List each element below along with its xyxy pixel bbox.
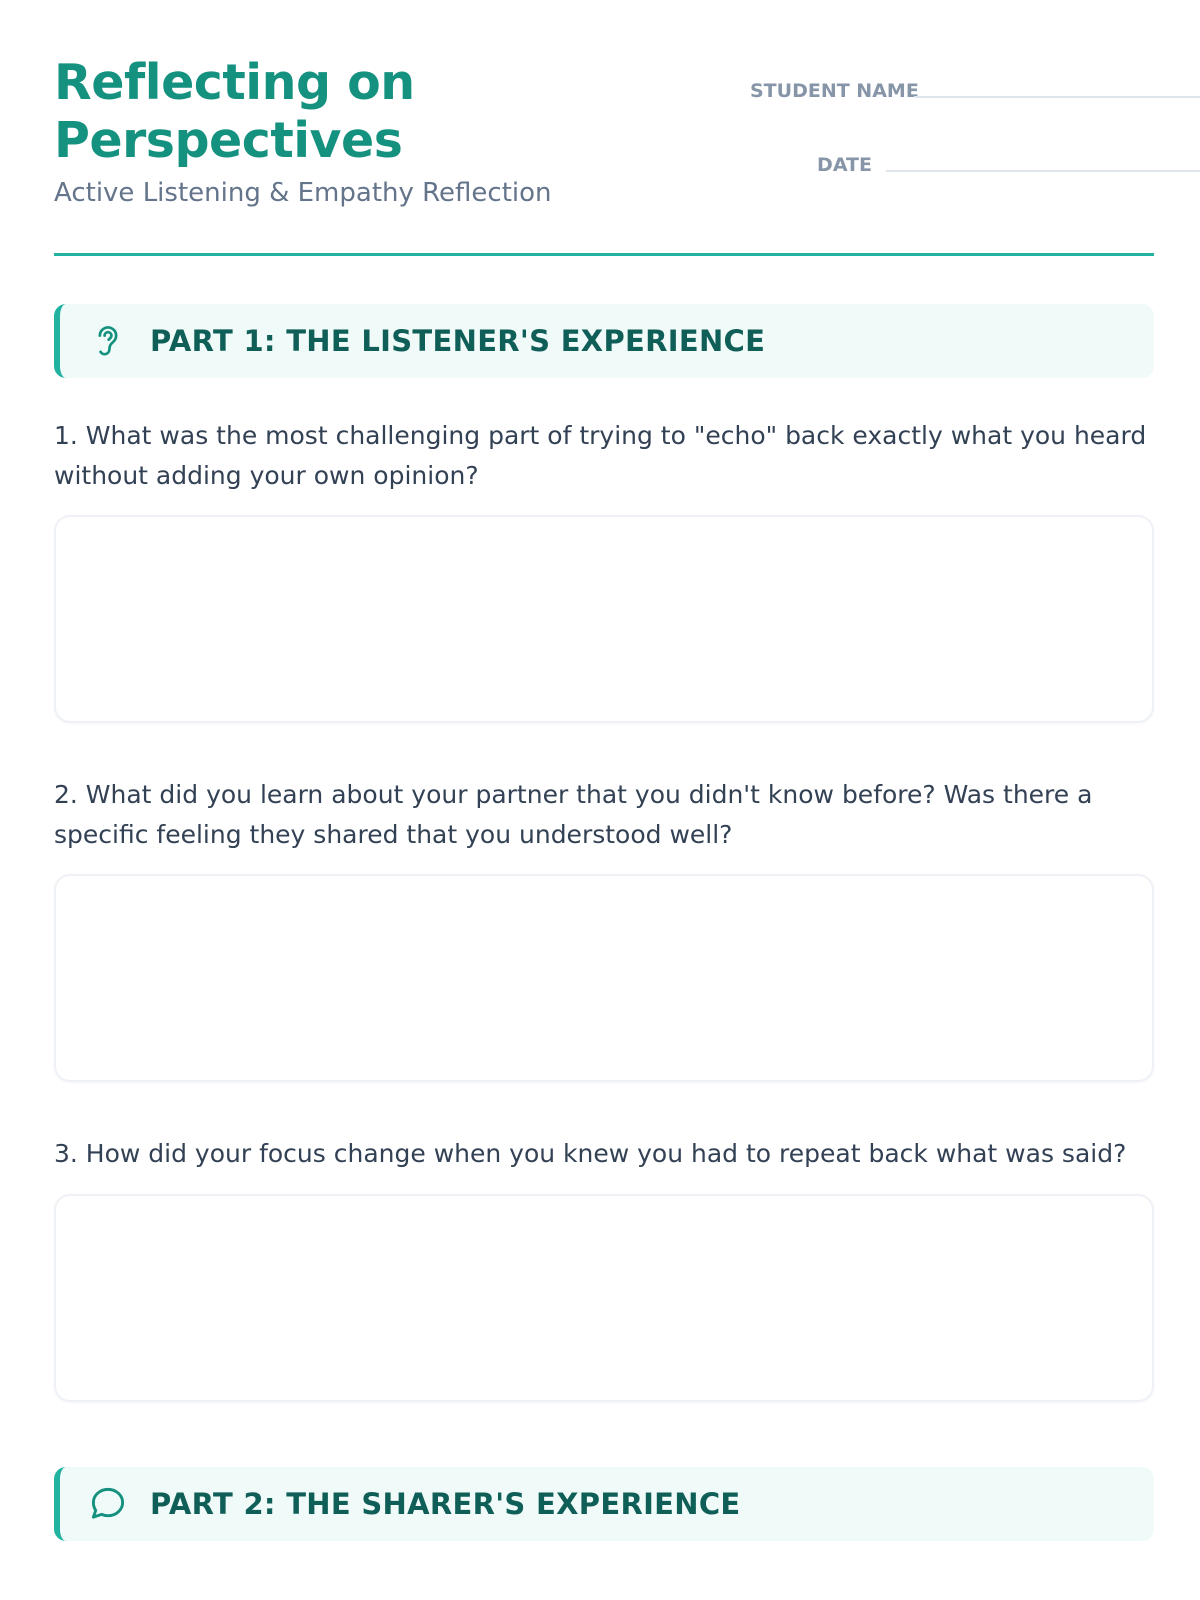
worksheet-header — [54, 0, 1154, 256]
date-line[interactable] — [886, 170, 1200, 172]
page-title-line-2: Perspectives — [54, 112, 403, 169]
section-title-part-1: PART 1: THE LISTENER'S EXPERIENCE — [150, 324, 766, 358]
student-name-field[interactable] — [750, 78, 1200, 104]
question-3: 3. How did your focus change when you knew you had to repeat back what was said? — [54, 1139, 1127, 1168]
answer-box-3[interactable] — [54, 1194, 1154, 1402]
ear-icon — [88, 321, 128, 361]
speech-bubble-icon — [88, 1484, 128, 1524]
section-header-part-1 — [54, 304, 1154, 378]
student-name-line[interactable] — [914, 96, 1200, 98]
date-field[interactable] — [750, 152, 1200, 178]
date-label: DATE — [817, 154, 872, 176]
worksheet-page — [54, 0, 1154, 1521]
question-1: 1. What was the most challenging part of trying to "echo" back exactly what you heard without adding your own opinion? — [54, 421, 1147, 490]
question-2: 2. What did you learn about your partner that you didn't know before? Was there a specific feeling they shared that you understood well? — [54, 780, 1093, 849]
page-title — [54, 54, 415, 170]
student-name-label: STUDENT NAME — [750, 80, 919, 102]
answer-box-1[interactable] — [54, 515, 1154, 723]
section-title-part-2: PART 2: THE SHARER'S EXPERIENCE — [150, 1487, 741, 1521]
header-divider — [54, 253, 1154, 256]
page-subtitle: Active Listening & Empathy Reflection — [54, 178, 552, 208]
answer-box-2[interactable] — [54, 874, 1154, 1082]
page-title-line-1: Reflecting on — [54, 54, 415, 111]
section-header-part-2 — [54, 1467, 1154, 1541]
